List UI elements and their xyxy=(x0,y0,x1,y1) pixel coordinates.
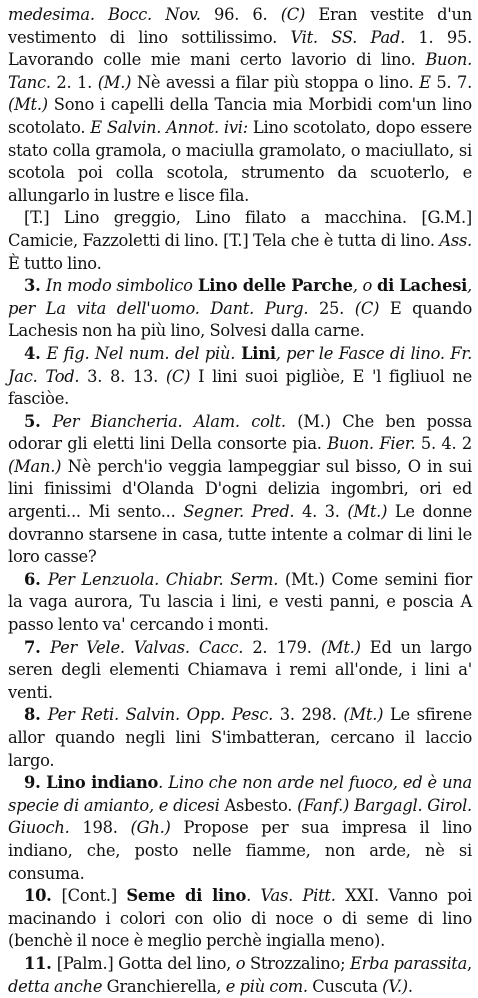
entry-paragraph xyxy=(8,4,472,207)
text-segment: 4. 3. xyxy=(294,502,348,522)
text-segment: I lini suoi pigliòe, E 'l figliuol ne fasciòe. xyxy=(8,366,472,409)
text-segment: Eran vestite d'un vestimento di lino sottilissimo. xyxy=(8,5,472,47)
text-segment: , per La vita dell'uomo. Dant. Purg. xyxy=(8,276,472,318)
text-segment: 7. xyxy=(24,637,51,657)
text-segment: In modo simbolico xyxy=(45,276,193,296)
text-segment: (Fanf.) Bargagl. Girol. Giuoch. xyxy=(8,795,472,838)
text-segment: [T.] xyxy=(223,230,249,250)
text-segment: Strozzalino; xyxy=(245,953,351,973)
text-segment: (C) xyxy=(280,5,306,24)
text-segment: di Lachesi xyxy=(376,276,468,296)
entry-paragraph xyxy=(8,411,472,569)
text-segment: (C) xyxy=(354,298,380,318)
text-segment: 10. xyxy=(24,886,62,906)
text-segment: [Palm.] Gotta del lino, xyxy=(56,953,236,973)
entry-paragraph xyxy=(8,275,472,343)
text-segment: Buon. Fier. xyxy=(327,434,416,454)
text-segment: (M.) xyxy=(97,72,132,92)
text-segment: Le donne dovranno starsene in casa, tutte intente a colmar di lini le loro casse? xyxy=(8,502,472,567)
text-segment: 11. xyxy=(24,953,57,973)
text-segment: E fig. Nel num. del più. xyxy=(46,343,236,363)
text-segment: detta anche xyxy=(8,976,103,996)
text-segment: 25. xyxy=(308,298,355,318)
text-segment: Nè avessi a filar più stoppa o lino. xyxy=(131,72,420,92)
entry-paragraph xyxy=(8,569,472,637)
entry-paragraph xyxy=(8,637,472,705)
text-segment: 96. 6. xyxy=(200,5,281,24)
entry-text-column xyxy=(8,4,472,998)
text-segment: Nè perch'io veggia lampeggiar sul bisso, O in sui lini finissimi d'Olanda D'ogni delizia ingombri, ori ed argenti... Mi sento... xyxy=(8,456,472,522)
text-segment: Lini xyxy=(235,343,276,363)
entry-paragraph xyxy=(8,885,472,953)
text-segment: E quando Lachesis non ha più lino, Solvesi dalla carne. xyxy=(8,298,473,341)
text-segment: Lino delle Parche xyxy=(192,276,353,296)
text-segment: , per le Fasce di lino. Fr. Jac. Tod. xyxy=(8,343,472,386)
text-segment: Seme di lino xyxy=(126,886,247,906)
entry-paragraph xyxy=(8,207,472,275)
text-segment: (M.) Che ben possa odorar gli eletti lini Della consorte pia. xyxy=(8,411,472,454)
text-segment: . Lino che non arde nel fuoco, ed è una specie di amianto, e dicesi xyxy=(8,773,472,815)
text-segment: Per Lenzuola. Chiabr. Serm. xyxy=(47,569,279,589)
text-segment: Le sfirene allor quando negli lini S'imbatteran, cercano il laccio largo. xyxy=(8,705,472,770)
text-segment: Segner. Pred. xyxy=(183,502,295,522)
text-segment: 5. 4. 2 xyxy=(415,434,472,454)
text-segment: o xyxy=(235,953,246,973)
text-segment: Cuscuta xyxy=(307,976,383,996)
text-segment: 2. 179. xyxy=(243,637,321,657)
text-segment: 6. xyxy=(24,569,48,589)
text-segment: 8. xyxy=(24,705,48,725)
text-segment: Asbesto. xyxy=(219,795,298,815)
text-segment: Sono i capelli della Tancia mia Morbidi com'un lino scotolato. xyxy=(8,95,472,137)
text-segment: (Man.) xyxy=(8,456,62,476)
text-segment: 5. xyxy=(24,411,53,431)
text-segment: (Mt.) xyxy=(343,705,384,725)
text-segment: 5. 7. xyxy=(430,72,472,92)
text-segment: Vit. SS. Pad. xyxy=(290,27,406,47)
text-segment: Tela che è tutta di lino. xyxy=(248,230,440,250)
entry-paragraph xyxy=(8,343,472,411)
text-segment: È tutto lino. xyxy=(8,253,102,273)
text-segment: [T.] xyxy=(24,208,50,228)
text-segment: (C) xyxy=(165,366,191,386)
text-segment: E Salvin. Annot. ivi: xyxy=(90,117,248,137)
text-segment: Buon. Tanc. xyxy=(8,50,472,92)
text-segment: , o xyxy=(352,276,377,296)
text-segment: (Gh.) xyxy=(130,818,171,838)
text-segment: [Cont.] xyxy=(61,886,127,906)
text-segment: XXI. Vanno poi macinando i colori con olio di noce o di seme di lino (benchè il noce è meglio perchè ingialla meno). xyxy=(8,886,472,951)
text-segment: (Mt.) xyxy=(8,95,48,115)
text-segment: 198. xyxy=(69,818,131,838)
text-segment: (V.) xyxy=(382,976,408,996)
text-segment: medesima. Bocc. Nov. xyxy=(8,5,201,24)
text-segment: (Mt.) xyxy=(347,502,388,522)
text-segment: 9. xyxy=(24,773,47,793)
text-segment: Erba parassita xyxy=(350,953,468,973)
text-segment: (Mt.) Come semini fior la vaga aurora, Tu lascia i lini, e vesti panni, e poscia A passo lento va' cercando i monti. xyxy=(8,569,472,635)
text-segment: Propose per sua impresa il lino indiano, che, posto nelle fiamme, non arde, nè si consuma. xyxy=(8,818,472,883)
text-segment: 3. 298. xyxy=(273,705,344,725)
entry-paragraph xyxy=(8,772,472,885)
text-segment: Lino indiano xyxy=(46,773,159,793)
text-segment: 1. 95. Lavorando colle mie mani certo lavorio di lino. xyxy=(8,27,473,70)
text-segment: Granchierella, xyxy=(102,976,226,996)
text-segment: e più com. xyxy=(225,976,308,996)
text-segment: Lino scotolato, dopo essere stato colla gramola, o maciulla gramolato, o maciullato, si scotola poi colla scotola, strumento da scuoterlo, e allungarlo in lustre e lisce fila. xyxy=(8,117,472,205)
text-segment: 4. xyxy=(24,343,47,363)
text-segment: . Vas. Pitt. xyxy=(246,886,336,906)
text-segment: Per Vele. Valvas. Cacc. xyxy=(50,637,244,657)
text-segment: , xyxy=(467,953,472,973)
entry-paragraph xyxy=(8,953,472,998)
text-segment: (Mt.) xyxy=(320,637,361,657)
text-segment: Ed un largo seren degli elementi Chiamava i remi all'onde, i lini a' venti. xyxy=(8,637,472,702)
text-segment: 2. 1. xyxy=(50,72,98,92)
text-segment: Per Reti. Salvin. Opp. Pesc. xyxy=(47,705,273,725)
text-segment: 3. xyxy=(24,276,46,296)
text-segment: 3. 8. 13. xyxy=(79,366,166,386)
entry-paragraph xyxy=(8,704,472,772)
text-segment: E xyxy=(419,72,431,92)
text-segment: Ass. xyxy=(439,230,472,250)
text-segment: Lino greggio, Lino filato a macchina. [G.M.] Camicie, Fazzoletti di lino. xyxy=(8,208,472,250)
text-segment: . xyxy=(407,976,413,996)
text-segment: Per Biancheria. Alam. colt. xyxy=(52,411,286,431)
